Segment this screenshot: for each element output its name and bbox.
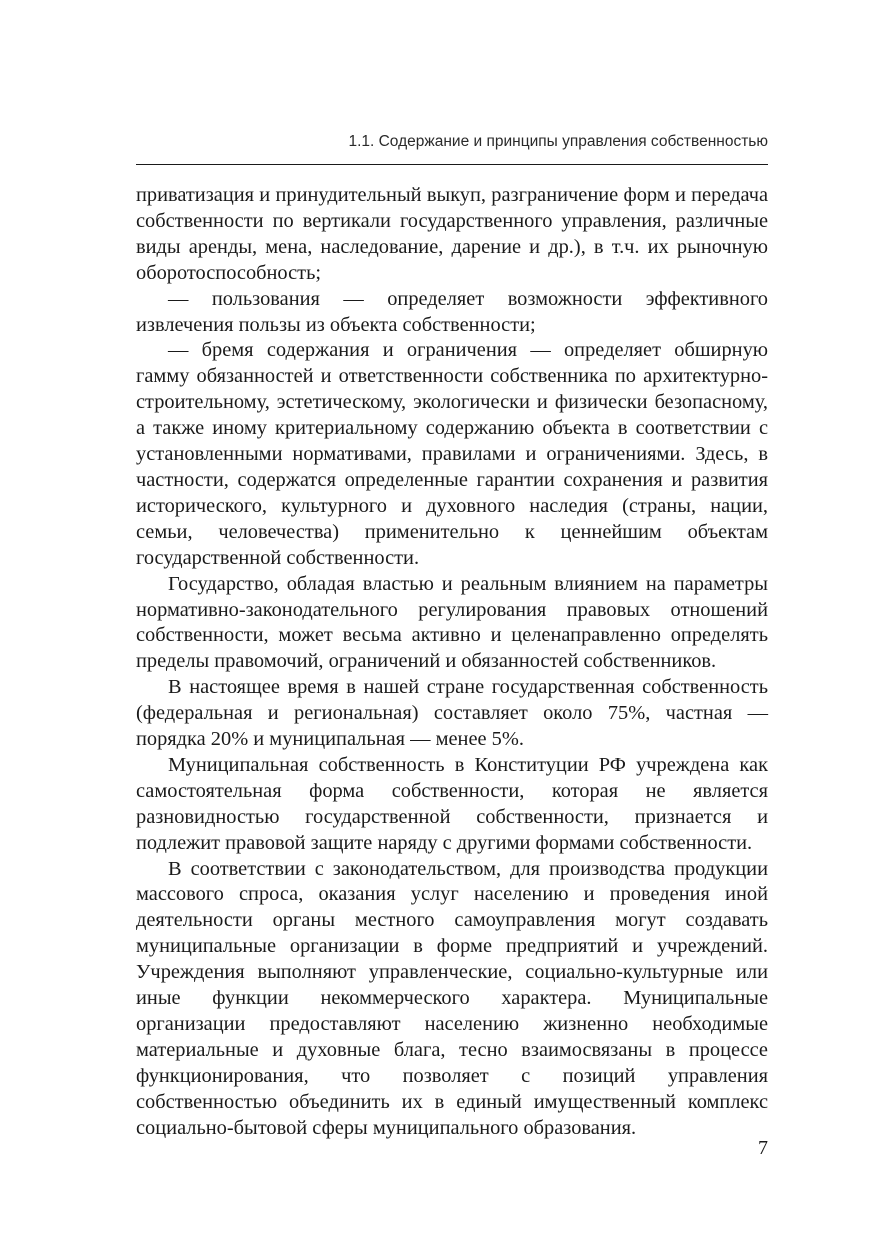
paragraph: приватизация и принудительный выкуп, разграничение форм и передача собственности по вертикали государственного управления, различные виды аренды, мена, наследование, дарение и др.), в т.ч. их рыночную оборотоспособность; (136, 184, 768, 284)
body-text (136, 183, 768, 1142)
page-number: 7 (758, 1137, 768, 1159)
paragraph: Муниципальная собственность в Конституции РФ учреждена как самостоятельная форма собственности, которая не является разновидностью государственной собственности, признается и подлежит правовой защите наряду с другими формами собственности. (136, 753, 768, 854)
header-rule (136, 164, 768, 165)
paragraph: В соответствии с законодательством, для производства продукции массового спроса, оказания услуг населению и проведения иной деятельности органы местного самоуправления могут создавать муниципальные организации в форме предприятий и учреждений. Учреждения выполняют управленческие, социально-культурные или иные функции некоммерческого характера. Муниципальные организации предоставляют населению жизненно необходимые материальные и духовные блага, тесно взаимосвязаны в процессе функционирования, что позволяет с позиций управления собственностью объединить их в единый имущественный комплекс социально-бытовой сферы муниципального образования. (136, 857, 768, 1139)
paragraph: — пользования — определяет возможности эффективного извлечения пользы из объекта собственности; (136, 287, 768, 336)
paragraph: — бремя содержания и ограничения — определяет обширную гамму обязанностей и ответственности собственника по архитектурно-строительному, эстетическому, экологически и физически безопасному, а также иному критериальному содержанию объекта в соответствии с установленными нормативами, правилами и ограничениями. Здесь, в частности, содержатся определенные гарантии сохранения и развития исторического, культурного и духовного наследия (страны, нации, семьи, человечества) применительно к ценнейшим объектам государственной собственности. (136, 339, 768, 569)
running-header: 1.1. Содержание и принципы управления собственностью (348, 133, 768, 150)
paragraph: В настоящее время в нашей стране государственная собственность (федеральная и региональная) составляет около 75%, частная — порядка 20% и муниципальная — менее 5%. (136, 676, 768, 751)
paragraph: Государство, обладая властью и реальным влиянием на параметры нормативно-законодательного регулирования правовых отношений собственности, может весьма активно и целенаправленно определять пределы правомочий, ограничений и обязанностей собственников. (136, 572, 768, 673)
